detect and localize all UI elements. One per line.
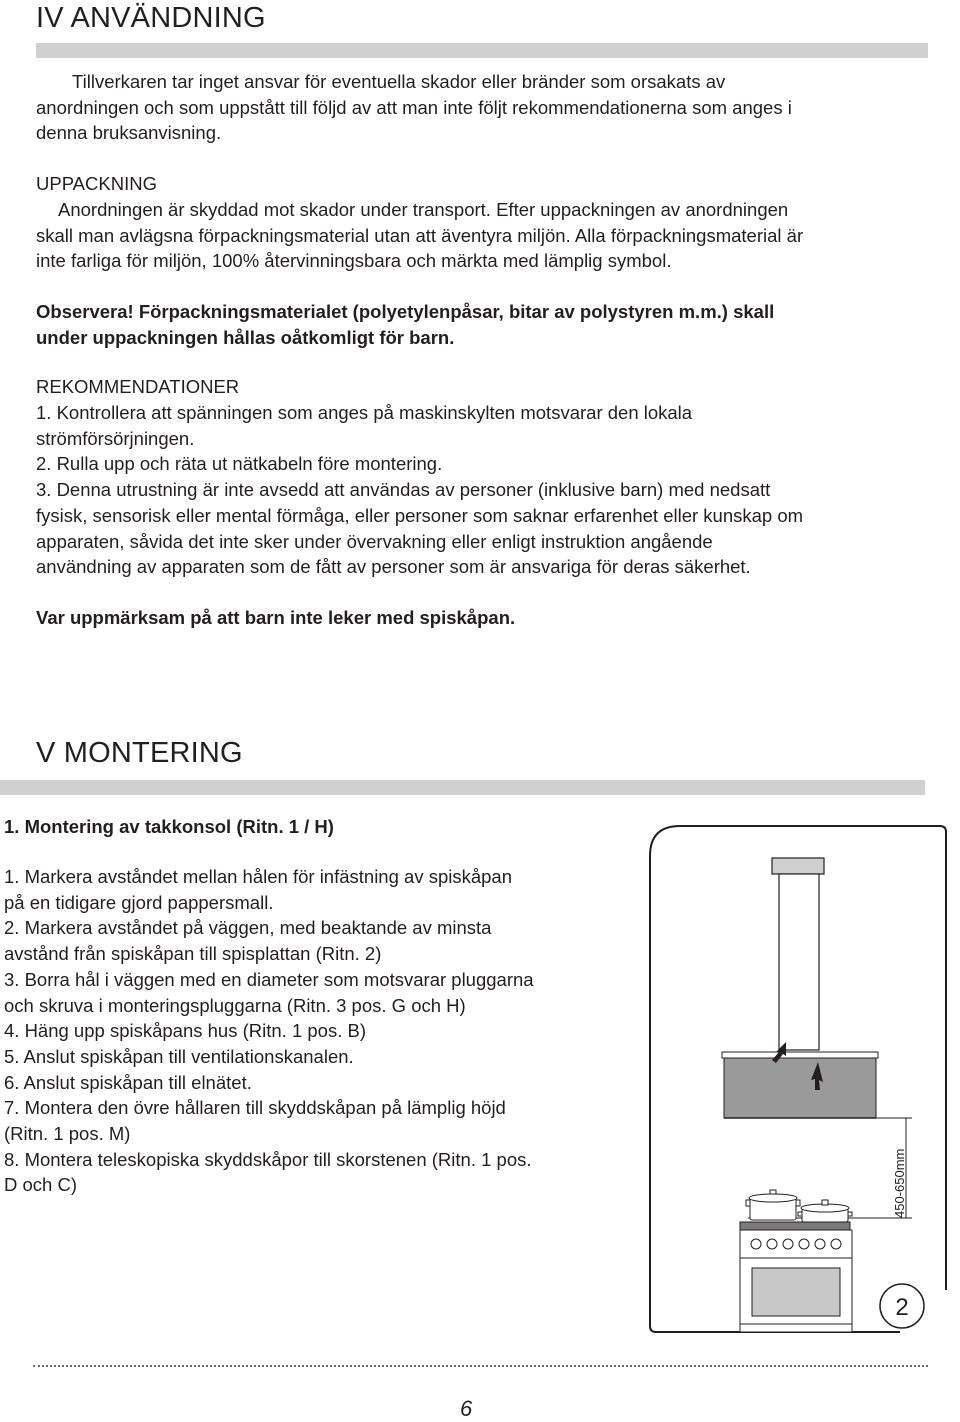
step-line: 3. Borra hål i väggen med en diameter som motsvarar pluggarna [4,968,534,990]
step-line: 6. Anslut spiskåpan till elnätet. [4,1071,252,1093]
recommendation-line: användning av apparaten som de fått av personer som är ansvariga för deras säkerhet. [36,556,751,578]
page-number: 6 [460,1396,473,1421]
packaging-warning [36,299,936,350]
intro-line: denna bruksanvisning. [36,122,222,144]
section-title-usage: IV ANVÄNDNING [36,2,266,34]
hood-chimney-icon [772,858,824,1050]
title-underline-bar [0,780,925,795]
step-line: 4. Häng upp spiskåpans hus (Ritn. 1 pos. B) [4,1020,366,1042]
hood-body-icon [722,1052,878,1118]
intro-paragraph [36,69,936,146]
step-line: (Ritn. 1 pos. M) [4,1123,131,1145]
step-line: 5. Anslut spiskåpan till ventilationskanalen. [4,1045,354,1067]
intro-line: Tillverkaren tar inget ansvar för eventuella skador eller bränder som orsakats av [72,71,726,92]
footer-dotted-rule [33,1365,928,1367]
step-line: 1. Markera avståndet mellan hålen för infästning av spiskåpan [4,866,513,887]
cooking-pot-icon [746,1190,800,1220]
frying-pan-icon [798,1200,852,1222]
step-line: 8. Montera teleskopiska skyddskåpor till skorstenen (Ritn. 1 pos. [4,1148,532,1170]
step-line: på en tidigare gjord pappersmall. [4,891,274,913]
unpacking-heading: UPPACKNING [36,173,157,194]
installation-subheading: 1. Montering av takkonsol (Ritn. 1 / H) [4,816,334,837]
step-line: D och C) [4,1174,77,1196]
dimension-label: 450-650mm [892,1148,907,1218]
warning-line: under uppackningen hållas oåtkomligt för barn. [36,326,455,348]
figure-hood-installation [640,820,960,1340]
unpacking-line: inte farliga för miljön, 100% återvinningsbara och märkta med lämplig symbol. [36,250,672,272]
recommendation-line: strömförsörjningen. [36,427,195,449]
unpacking-line: skall man avlägsna förpackningsmaterial utan att äventyra miljön. Alla förpackningsmaterial är [36,224,804,246]
cooker-icon [740,1222,852,1332]
recommendation-line: fysisk, sensorisk eller mental förmåga, eller personer som saknar erfarenhet eller kunskap om [36,504,804,526]
step-line: och skruva i monteringspluggarna (Ritn. 3 pos. G och H) [4,994,466,1016]
step-line: 2. Markera avståndet på väggen, med beaktande av minsta [4,917,492,939]
figure-number: 2 [895,1294,909,1321]
recommendations-list [36,400,946,580]
child-warning: Var uppmärksam på att barn inte leker med spiskåpan. [36,607,516,628]
installation-steps [4,864,634,1198]
recommendation-line: 2. Rulla upp och räta ut nätkabeln före montering. [36,453,443,475]
warning-line: Observera! Förpackningsmaterialet (polyetylenpåsar, bitar av polystyren m.m.) skall [36,301,775,322]
recommendation-line: 3. Denna utrustning är inte avsedd att användas av personer (inklusive barn) med nedsatt [36,479,771,501]
title-underline-bar [36,43,928,58]
recommendation-line: apparaten, såvida det inte sker under övervakning eller enligt instruktion angående [36,530,713,552]
section-title-installation: V MONTERING [36,737,243,769]
step-line: avstånd från spiskåpan till spisplattan (Ritn. 2) [4,943,382,965]
intro-line: anordningen och som uppstått till följd av att man inte följt rekommendationerna som anges i [36,96,792,118]
unpacking-paragraph [36,197,936,274]
unpacking-line: Anordningen är skyddad mot skador under transport. Efter uppackningen av anordningen [58,199,789,220]
recommendations-heading: REKOMMENDATIONER [36,376,240,397]
step-line: 7. Montera den övre hållaren till skyddskåpan på lämplig höjd [4,1097,506,1119]
recommendation-line: 1. Kontrollera att spänningen som anges på maskinskylten motsvarar den lokala [36,402,693,423]
